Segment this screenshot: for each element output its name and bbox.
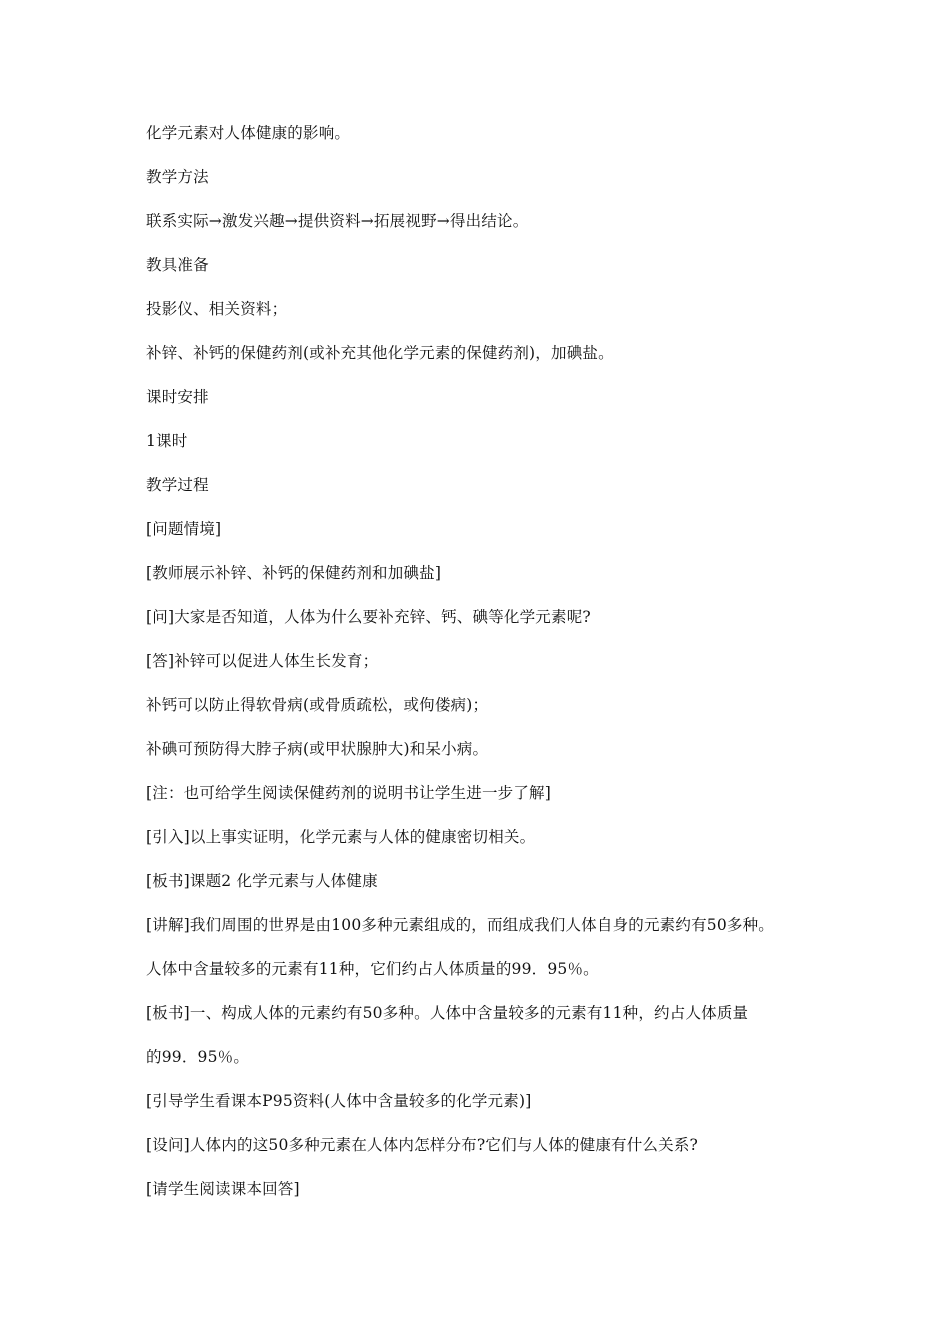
text-line: [答]补锌可以促进人体生长发育； xyxy=(146,652,379,670)
text-line: [教师展示补锌、补钙的保健药剂和加碘盐] xyxy=(146,564,442,582)
text-line: [设问]人体内的这50多种元素在人体内怎样分布?它们与人体的健康有什么关系? xyxy=(146,1136,699,1154)
section-heading-tools: 教具准备 xyxy=(146,256,209,274)
text-line: [注：也可给学生阅读保健药剂的说明书让学生进一步了解] xyxy=(146,784,551,802)
text-line: [请学生阅读课本回答] xyxy=(146,1180,300,1198)
text-line: [问]大家是否知道，人体为什么要补充锌、钙、碘等化学元素呢? xyxy=(146,608,591,626)
text-line: 的99．95％。 xyxy=(146,1048,250,1066)
text-line: [讲解]我们周围的世界是由100多种元素组成的，而组成我们人体自身的元素约有50多种。 xyxy=(146,916,775,934)
text-line: 化学元素对人体健康的影响。 xyxy=(146,124,351,142)
section-heading-schedule: 课时安排 xyxy=(146,388,209,406)
section-heading-method: 教学方法 xyxy=(146,168,209,186)
text-line: 补碘可预防得大脖子病(或甲状腺肿大)和呆小病。 xyxy=(146,740,489,758)
text-line: 联系实际→激发兴趣→提供资料→拓展视野→得出结论。 xyxy=(146,212,529,230)
text-line: 投影仪、相关资料； xyxy=(146,300,288,318)
text-line: 补钙可以防止得软骨病(或骨质疏松，或佝偻病)； xyxy=(146,696,489,714)
text-line: [板书]一、构成人体的元素约有50多种。人体中含量较多的元素有11种，约占人体质量 xyxy=(146,1004,749,1022)
text-line: [引入]以上事实证明，化学元素与人体的健康密切相关。 xyxy=(146,828,536,846)
text-line: 人体中含量较多的元素有11种，它们约占人体质量的99．95％。 xyxy=(146,960,599,978)
text-line: 1课时 xyxy=(146,432,188,450)
text-line: [板书]课题2 化学元素与人体健康 xyxy=(146,872,378,890)
text-line: 补锌、补钙的保健药剂(或补充其他化学元素的保健药剂)，加碘盐。 xyxy=(146,344,614,362)
document-body xyxy=(146,122,826,1222)
section-heading-process: 教学过程 xyxy=(146,476,209,494)
text-line: [引导学生看课本P95资料(人体中含量较多的化学元素)] xyxy=(146,1092,532,1110)
text-line: [问题情境] xyxy=(146,520,222,538)
